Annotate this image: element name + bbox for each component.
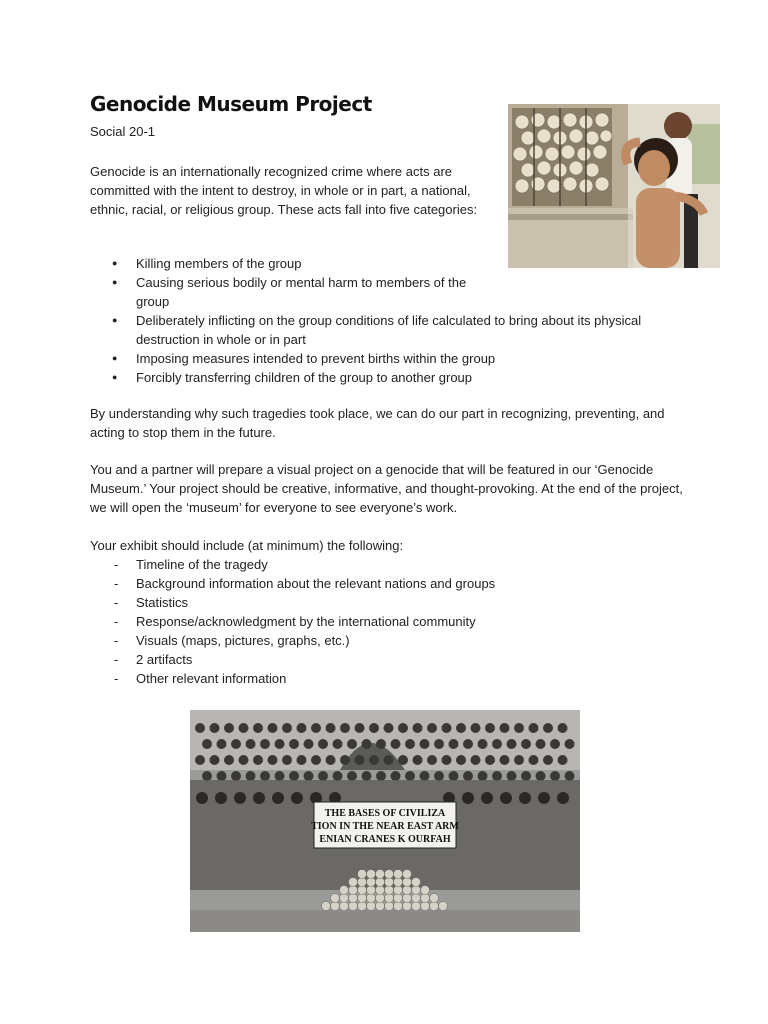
photo-texture-dot: [376, 739, 386, 749]
list-item: - Timeline of the tragedy: [90, 555, 690, 574]
photo-texture-dot: [376, 878, 385, 887]
photo-texture-dot: [529, 755, 539, 765]
list-item: - Visuals (maps, pictures, graphs, etc.): [90, 631, 690, 650]
photo-texture-dot: [326, 723, 336, 733]
photo-texture-dot: [340, 894, 349, 903]
photo-texture-dot: [340, 886, 349, 895]
list-item: - Response/acknowledgment by the international community: [90, 612, 690, 631]
photo-texture-dot: [311, 755, 321, 765]
photo-texture-dot: [492, 739, 502, 749]
photo-texture-dot: [340, 723, 350, 733]
photo-texture-dot: [391, 739, 401, 749]
sign-line: TION IN THE NEAR EAST ARM: [311, 821, 459, 832]
photo-texture-dot: [507, 771, 517, 781]
list-item: - Statistics: [90, 593, 690, 612]
photo-texture-dot: [403, 870, 412, 879]
photo-texture-dot: [297, 755, 307, 765]
photo-texture-dot: [349, 902, 358, 911]
photo-texture-dot: [376, 771, 386, 781]
photo-texture-dot: [514, 723, 524, 733]
photo-texture-dot: [239, 755, 249, 765]
photo-texture-dot: [340, 755, 350, 765]
photo-texture-dot: [427, 755, 437, 765]
photo-texture-dot: [333, 739, 343, 749]
list-item: ● Causing serious bodily or mental harm to members of the group: [90, 273, 486, 311]
photo-texture-dot: [403, 894, 412, 903]
photo-texture-dot: [291, 792, 303, 804]
photo-texture-dot: [272, 792, 284, 804]
sign-line: ENIAN CRANES K OURFAH: [319, 834, 451, 845]
photo-texture-dot: [210, 755, 220, 765]
list-item: ● Deliberately inflicting on the group conditions of life calculated to bring about its physical destruction in whole or in part: [90, 311, 690, 349]
photo-texture-dot: [304, 739, 314, 749]
photo-texture-dot: [331, 894, 340, 903]
photo-texture-dot: [318, 739, 328, 749]
photo-texture-dot: [394, 870, 403, 879]
photo-texture-dot: [234, 792, 246, 804]
photo-texture-dot: [507, 739, 517, 749]
photo-texture-dot: [536, 739, 546, 749]
photo-texture-dot: [558, 723, 568, 733]
photo-texture-dot: [412, 894, 421, 903]
photo-texture-dot: [260, 771, 270, 781]
photo-texture-dot: [462, 792, 474, 804]
photo-texture-dot: [500, 723, 510, 733]
photo-texture-dot: [355, 723, 365, 733]
project-paragraph: You and a partner will prepare a visual project on a genocide that will be featured in our ‘Genocide Museum.’ Your project should be creative, informative, and thought-provoking. At the end of the project, we will open the ‘museum’ for everyone to see everyone’s work.: [90, 462, 683, 515]
memorial-children-photo: [508, 104, 720, 268]
photo-texture-dot: [282, 723, 292, 733]
photo-texture-dot: [394, 902, 403, 911]
photo-texture-dot: [224, 755, 234, 765]
photo-texture-dot: [367, 902, 376, 911]
photo-texture-dot: [376, 870, 385, 879]
photo-texture-dot: [268, 755, 278, 765]
photo-texture-dot: [471, 723, 481, 733]
photo-texture-dot: [239, 723, 249, 733]
photo-texture-dot: [322, 902, 331, 911]
photo-texture-dot: [394, 894, 403, 903]
photo-texture-dot: [558, 755, 568, 765]
photo-texture-dot: [268, 723, 278, 733]
photo-texture-dot: [347, 771, 357, 781]
photo-texture-dot: [481, 792, 493, 804]
photo-texture-dot: [394, 878, 403, 887]
photo-texture-dot: [427, 723, 437, 733]
photo-texture-dot: [519, 792, 531, 804]
photo-texture-dot: [442, 755, 452, 765]
photo-texture-dot: [297, 723, 307, 733]
course-subtitle: Social 20-1: [90, 124, 156, 139]
historic-group-photo-art: [190, 710, 580, 932]
photo-texture-dot: [275, 739, 285, 749]
photo-texture-dot: [421, 894, 430, 903]
photo-texture-dot: [421, 902, 430, 911]
exhibit-requirements-list: [90, 555, 690, 688]
page-title: Genocide Museum Project: [90, 92, 372, 116]
photo-texture-dot: [384, 723, 394, 733]
photo-texture-dot: [289, 739, 299, 749]
photo-texture-dot: [358, 870, 367, 879]
photo-texture-dot: [362, 771, 372, 781]
photo-texture-dot: [358, 886, 367, 895]
photo-texture-dot: [412, 878, 421, 887]
list-item: ● Forcibly transferring children of the group to another group: [90, 368, 690, 387]
photo-texture-dot: [362, 739, 372, 749]
sign-line: THE BASES OF CIVILIZA: [324, 808, 446, 819]
photo-texture-dot: [420, 771, 430, 781]
photo-texture-dot: [318, 771, 328, 781]
genocide-categories-list: [90, 254, 690, 387]
photo-texture-dot: [349, 878, 358, 887]
photo-texture-dot: [434, 739, 444, 749]
photo-texture-dot: [311, 723, 321, 733]
photo-texture-dot: [367, 870, 376, 879]
photo-texture-dot: [398, 755, 408, 765]
photo-texture-dot: [224, 723, 234, 733]
photo-texture-dot: [565, 739, 575, 749]
photo-texture-dot: [543, 723, 553, 733]
photo-texture-dot: [349, 886, 358, 895]
list-item: - 2 artifacts: [90, 650, 690, 669]
list-item: ● Killing members of the group: [90, 254, 690, 273]
photo-texture-dot: [557, 792, 569, 804]
photo-texture-dot: [326, 755, 336, 765]
photo-texture-dot: [550, 739, 560, 749]
photo-texture-dot: [333, 771, 343, 781]
photo-texture-dot: [543, 755, 553, 765]
photo-texture-dot: [405, 771, 415, 781]
exhibit-intro: Your exhibit should include (at minimum) the following:: [90, 538, 404, 553]
photo-texture-dot: [376, 886, 385, 895]
photo-texture-dot: [463, 739, 473, 749]
photo-texture-dot: [196, 792, 208, 804]
photo-texture-dot: [217, 739, 227, 749]
photo-texture-dot: [385, 878, 394, 887]
photo-texture-dot: [442, 723, 452, 733]
photo-texture-dot: [367, 894, 376, 903]
photo-texture-dot: [403, 886, 412, 895]
photo-texture-dot: [358, 902, 367, 911]
photo-texture-dot: [340, 902, 349, 911]
photo-texture-dot: [478, 739, 488, 749]
photo-texture-dot: [478, 771, 488, 781]
photo-texture-dot: [282, 755, 292, 765]
photo-texture-dot: [492, 771, 502, 781]
photo-texture-dot: [413, 755, 423, 765]
photo-texture-dot: [449, 739, 459, 749]
list-item: - Background information about the relevant nations and groups: [90, 574, 690, 593]
photo-texture-dot: [485, 723, 495, 733]
photo-texture-dot: [521, 739, 531, 749]
photo-texture-dot: [412, 902, 421, 911]
photo-texture-dot: [260, 739, 270, 749]
photo-texture-dot: [358, 878, 367, 887]
photo-texture-dot: [434, 771, 444, 781]
photo-texture-dot: [565, 771, 575, 781]
photo-texture-dot: [403, 878, 412, 887]
photo-texture-dot: [430, 894, 439, 903]
photo-texture-dot: [385, 886, 394, 895]
photo-texture-dot: [398, 723, 408, 733]
photo-texture-dot: [403, 902, 412, 911]
photo-texture-dot: [430, 902, 439, 911]
photo-texture-dot: [391, 771, 401, 781]
photo-texture-dot: [253, 792, 265, 804]
photo-texture-dot: [202, 739, 212, 749]
photo-texture-dot: [500, 792, 512, 804]
photo-texture-dot: [376, 902, 385, 911]
photo-texture-dot: [304, 771, 314, 781]
photo-texture-dot: [385, 894, 394, 903]
photo-texture-dot: [215, 792, 227, 804]
photo-texture-dot: [463, 771, 473, 781]
photo-texture-dot: [195, 755, 205, 765]
photo-texture-dot: [421, 886, 430, 895]
historic-group-photo: [190, 710, 580, 932]
understanding-paragraph: By understanding why such tragedies took place, we can do our part in recognizing, preventing, and acting to stop them in the future.: [90, 406, 665, 440]
photo-texture-dot: [331, 902, 340, 911]
photo-texture-dot: [413, 723, 423, 733]
photo-texture-dot: [253, 723, 263, 733]
photo-texture-dot: [202, 771, 212, 781]
photo-texture-dot: [369, 755, 379, 765]
photo-texture-dot: [367, 886, 376, 895]
intro-paragraph: Genocide is an internationally recognized crime where acts are committed with the intent to destroy, in whole or in part, a national, ethnic, racial, or religious group. These acts fall into five categories:: [90, 164, 478, 217]
list-item: - Other relevant information: [90, 669, 690, 688]
photo-texture-dot: [485, 755, 495, 765]
photo-texture-dot: [367, 878, 376, 887]
photo-texture-dot: [456, 755, 466, 765]
photo-texture-dot: [420, 739, 430, 749]
photo-texture-dot: [536, 771, 546, 781]
photo-texture-dot: [412, 886, 421, 895]
photo-texture-dot: [231, 739, 241, 749]
photo-texture-dot: [538, 792, 550, 804]
photo-texture-dot: [358, 894, 367, 903]
photo-texture-dot: [405, 739, 415, 749]
photo-texture-dot: [550, 771, 560, 781]
photo-texture-dot: [514, 755, 524, 765]
photo-texture-dot: [289, 771, 299, 781]
list-item: ● Imposing measures intended to prevent births within the group: [90, 349, 690, 368]
photo-texture-dot: [500, 755, 510, 765]
photo-texture-dot: [231, 771, 241, 781]
photo-texture-dot: [195, 723, 205, 733]
photo-texture-dot: [456, 723, 466, 733]
photo-texture-dot: [217, 771, 227, 781]
photo-texture-dot: [369, 723, 379, 733]
photo-texture-dot: [385, 902, 394, 911]
photo-texture-dot: [521, 771, 531, 781]
photo-texture-dot: [275, 771, 285, 781]
photo-texture-dot: [355, 755, 365, 765]
photo-texture-dot: [529, 723, 539, 733]
photo-texture-dot: [349, 894, 358, 903]
photo-texture-dot: [376, 894, 385, 903]
photo-texture-dot: [210, 723, 220, 733]
photo-texture-dot: [253, 755, 263, 765]
photo-texture-dot: [385, 870, 394, 879]
photo-texture-dot: [384, 755, 394, 765]
photo-texture-dot: [449, 771, 459, 781]
photo-texture-dot: [347, 739, 357, 749]
photo-texture-dot: [394, 886, 403, 895]
photo-texture-dot: [246, 739, 256, 749]
photo-texture-dot: [439, 902, 448, 911]
memorial-children-photo-art: [508, 104, 720, 268]
photo-texture-dot: [246, 771, 256, 781]
photo-texture-dot: [471, 755, 481, 765]
